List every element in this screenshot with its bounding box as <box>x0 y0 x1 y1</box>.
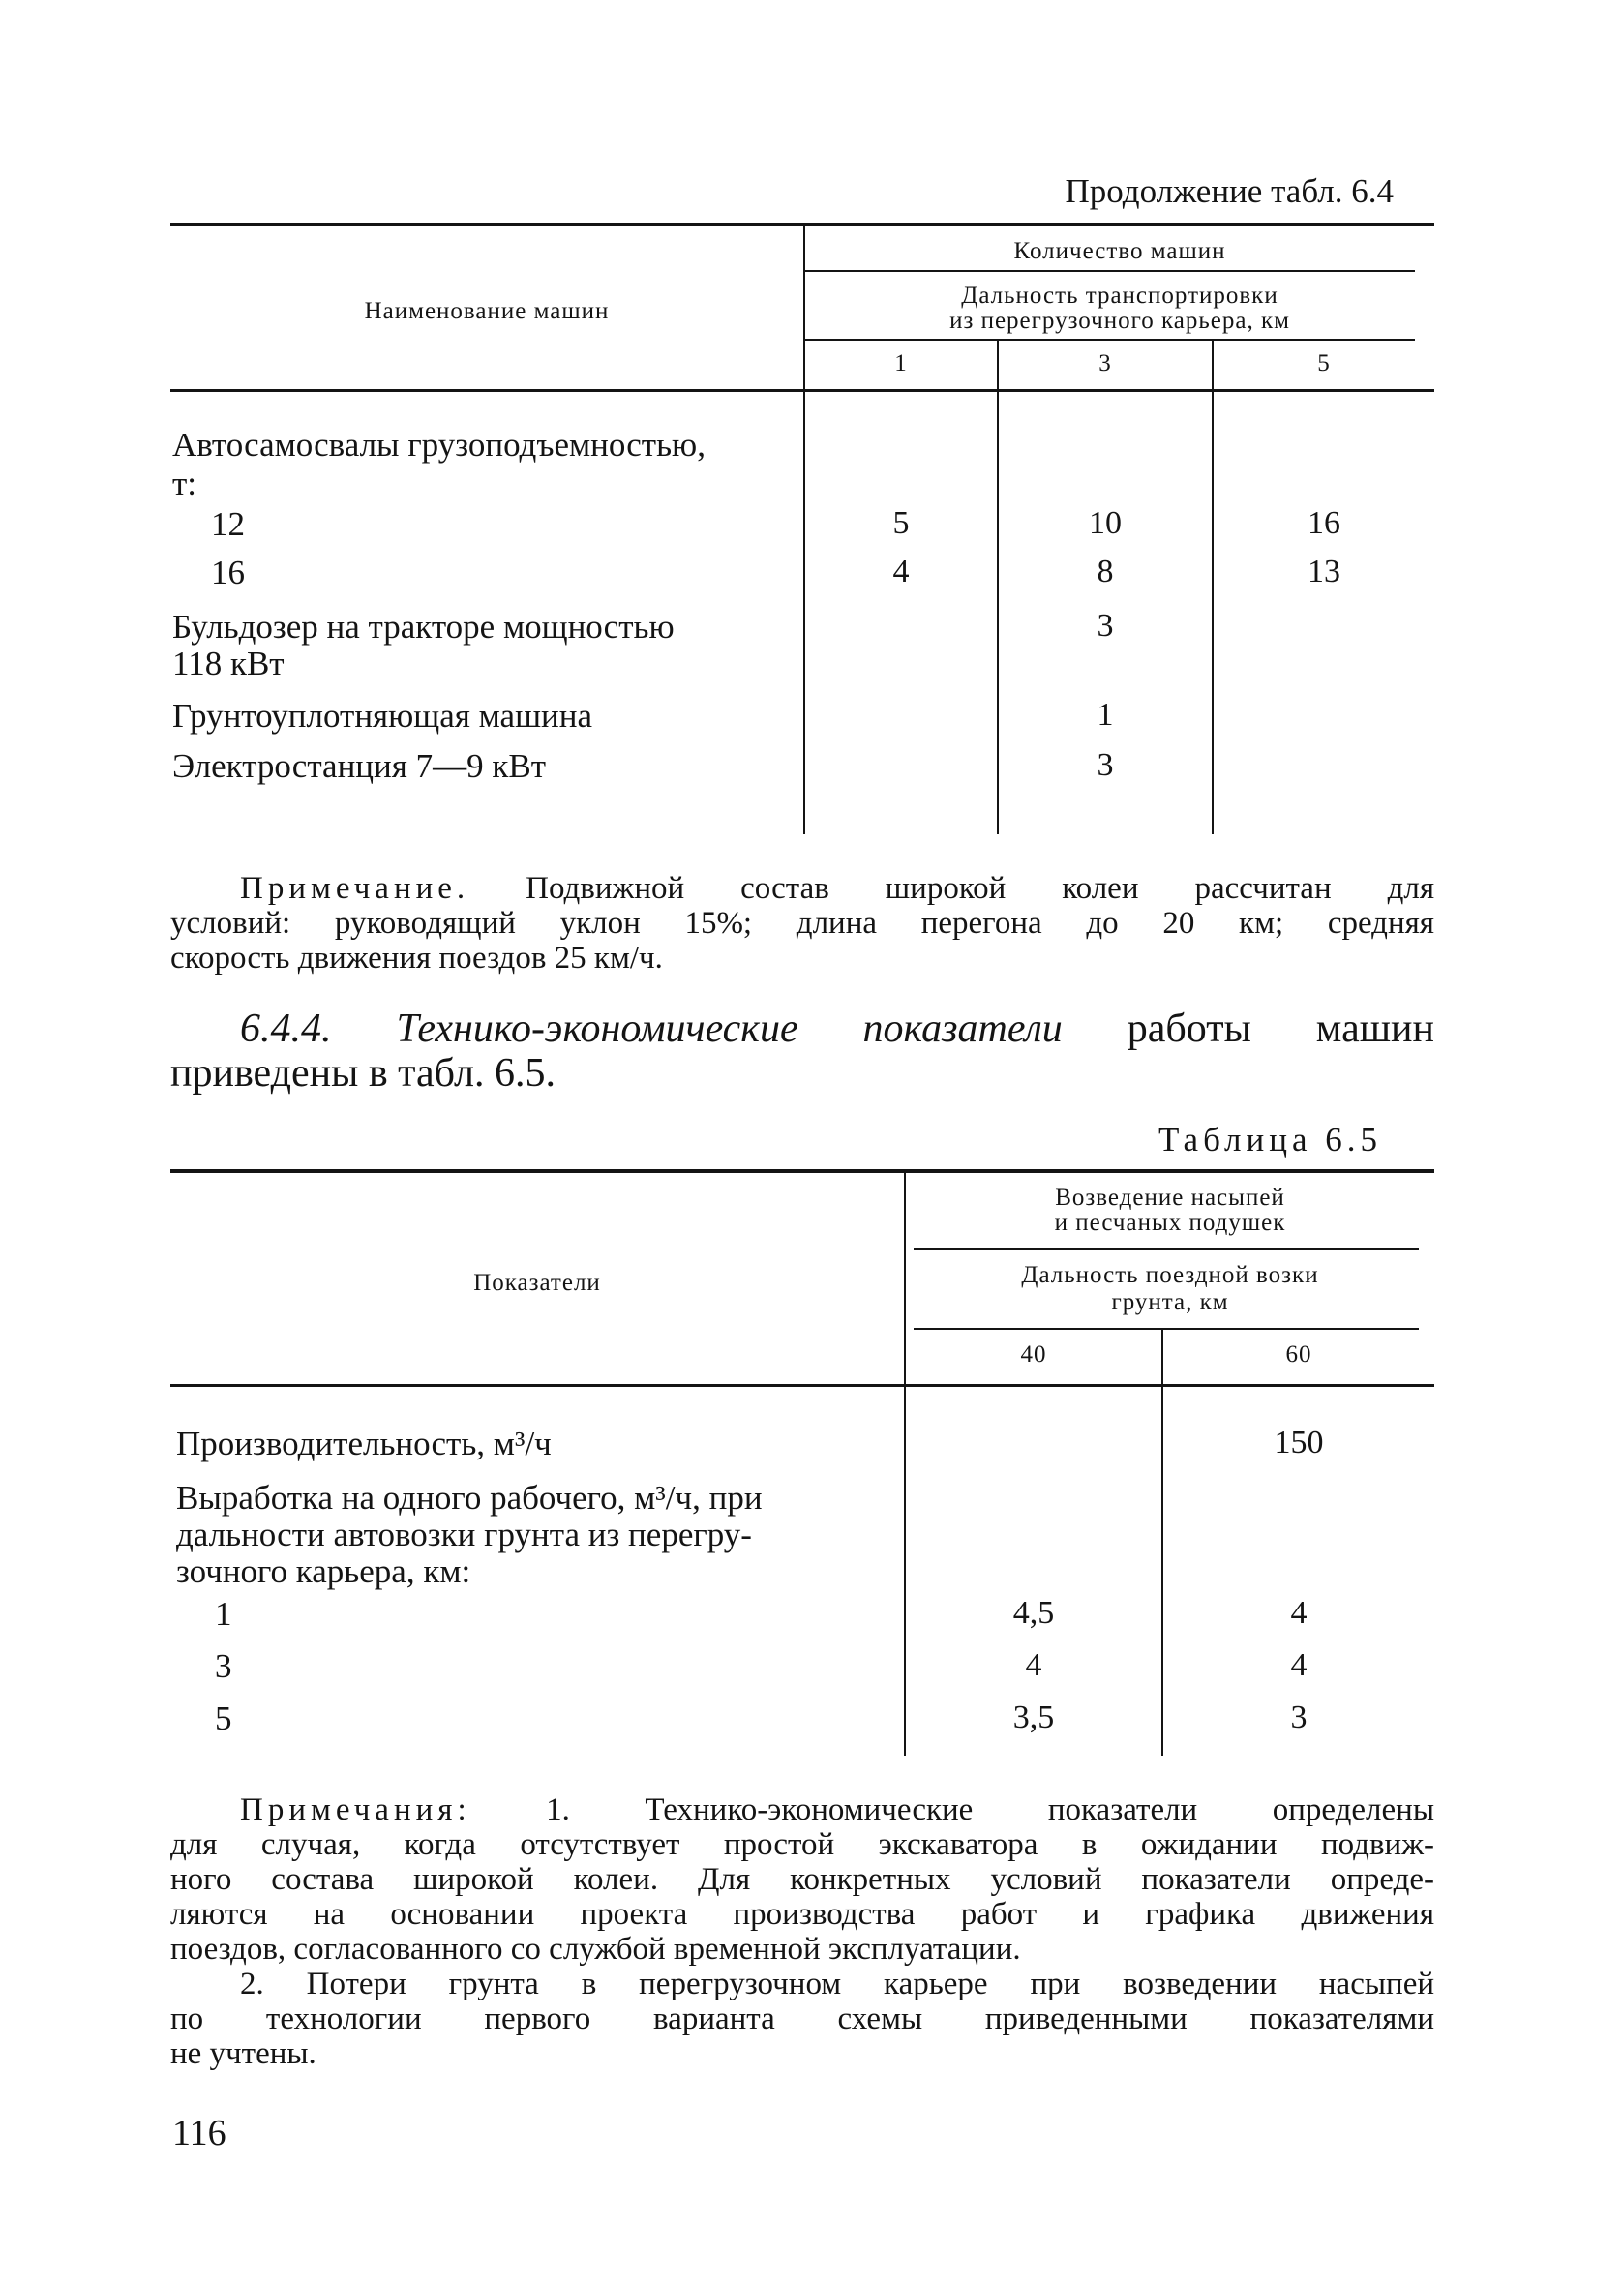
cell-value: 3 <box>1290 1699 1308 1735</box>
cell-value: 10 <box>1089 505 1122 541</box>
table-notes <box>170 1792 1434 2071</box>
note-text: Подвижной состав широкой колеи рассчитан для <box>526 871 1435 906</box>
note-text: ного состава широкой колеи. Для конкретных условий показатели опреде- <box>170 1862 1434 1897</box>
cell-value: 16 <box>1308 505 1340 541</box>
column-group-header: Количество машин <box>1013 238 1226 264</box>
note-text: 2. Потери грунта в перегрузочном карьере при возведении насыпей <box>240 1967 1434 2001</box>
page-number: 116 <box>172 2113 226 2153</box>
table-top-rule <box>170 223 1434 226</box>
header-rule <box>914 1328 1419 1330</box>
row-label: зочного карьера, км: <box>176 1552 471 1590</box>
column-header-60: 60 <box>1285 1341 1312 1368</box>
header-bottom-rule <box>170 389 1434 392</box>
section-italic-text: Технико-экономические показатели <box>396 1007 1063 1051</box>
row-label: 3 <box>215 1647 232 1685</box>
cell-value: 4 <box>892 554 910 589</box>
section-paragraph <box>170 1007 1434 1096</box>
note-text: по технологии первого варианта схемы приведенными показателями <box>170 2001 1434 2036</box>
row-label: Грунтоуплотняющая машина <box>172 697 593 735</box>
section-text: работы машин <box>1127 1007 1435 1051</box>
section-text: приведены в табл. 6.5. <box>170 1051 556 1096</box>
column-group-header-line1: Возведение насыпей <box>1055 1185 1285 1211</box>
column-subgroup-header-line1: Дальность транспортировки <box>961 283 1278 309</box>
cell-value: 3 <box>1097 608 1114 644</box>
table-note <box>170 871 1434 976</box>
row-label: Выработка на одного рабочего, м³/ч, при <box>176 1479 763 1517</box>
note-text: ляются на основании проекта производства работ и графика движения <box>170 1897 1434 1932</box>
cell-value: 4 <box>1290 1647 1308 1683</box>
row-label: Производительность, м³/ч <box>176 1425 552 1462</box>
notes-lead: Примечания: <box>240 1792 471 1827</box>
cell-value: 150 <box>1274 1425 1324 1460</box>
row-label: 12 <box>211 505 245 543</box>
row-label: 1 <box>215 1595 232 1633</box>
note-text: скорость движения поездов 25 км/ч. <box>170 941 663 976</box>
row-label: 118 кВт <box>172 645 285 682</box>
column-header-40: 40 <box>1020 1341 1047 1368</box>
row-label: 5 <box>215 1699 232 1737</box>
column-header-5: 5 <box>1317 350 1331 376</box>
note-text: поездов, согласованного со службой временной эксплуатации. <box>170 1932 1021 1967</box>
cell-value: 4,5 <box>1012 1595 1055 1631</box>
cell-value: 13 <box>1308 554 1340 589</box>
column-divider <box>1161 1330 1163 1756</box>
row-label: 16 <box>211 554 245 591</box>
column-subgroup-header-line2: из перегрузочного карьера, км <box>949 308 1290 334</box>
column-group-header-line2: и песчаных подушек <box>1054 1210 1286 1236</box>
cell-value: 8 <box>1097 554 1114 589</box>
column-subgroup-header-line2: грунта, км <box>1111 1289 1229 1315</box>
section-number: 6.4.4. <box>240 1007 332 1051</box>
header-bottom-rule <box>170 1384 1434 1387</box>
header-rule <box>805 270 1415 272</box>
row-label: Электростанция 7—9 кВт <box>172 747 547 785</box>
cell-value: 3,5 <box>1012 1699 1055 1735</box>
table-caption: Таблица 6.5 <box>1158 1121 1382 1158</box>
cell-value: 1 <box>1097 697 1114 733</box>
cell-value: 4 <box>1290 1595 1308 1631</box>
table-top-rule <box>170 1169 1434 1173</box>
column-header-name: Наименование машин <box>364 298 610 324</box>
header-rule <box>914 1248 1419 1250</box>
column-header-name: Показатели <box>473 1270 601 1296</box>
note-text: для случая, когда отсутствует простой экскаватора в ожидании подвиж- <box>170 1827 1434 1862</box>
column-subgroup-header-line1: Дальность поездной возки <box>1021 1262 1319 1288</box>
row-label: т: <box>172 465 197 502</box>
table-caption: Продолжение табл. 6.4 <box>1065 172 1394 210</box>
row-label: дальности автовозки грунта из перегру- <box>176 1516 752 1553</box>
header-rule <box>805 339 1415 341</box>
note-text: условий: руководящий уклон 15%; длина перегона до 20 км; средняя <box>170 906 1434 941</box>
note-text: 1. Технико-экономические показатели определены <box>546 1792 1434 1827</box>
note-lead: Примечание. <box>240 871 470 906</box>
cell-value: 4 <box>1025 1647 1042 1683</box>
column-header-1: 1 <box>894 350 908 376</box>
column-header-3: 3 <box>1098 350 1112 376</box>
note-text: не учтены. <box>170 2036 316 2071</box>
row-label: Автосамосвалы грузоподъемностью, <box>172 426 706 464</box>
row-label: Бульдозер на тракторе мощностью <box>172 608 675 646</box>
cell-value: 3 <box>1097 747 1114 783</box>
cell-value: 5 <box>892 505 910 541</box>
